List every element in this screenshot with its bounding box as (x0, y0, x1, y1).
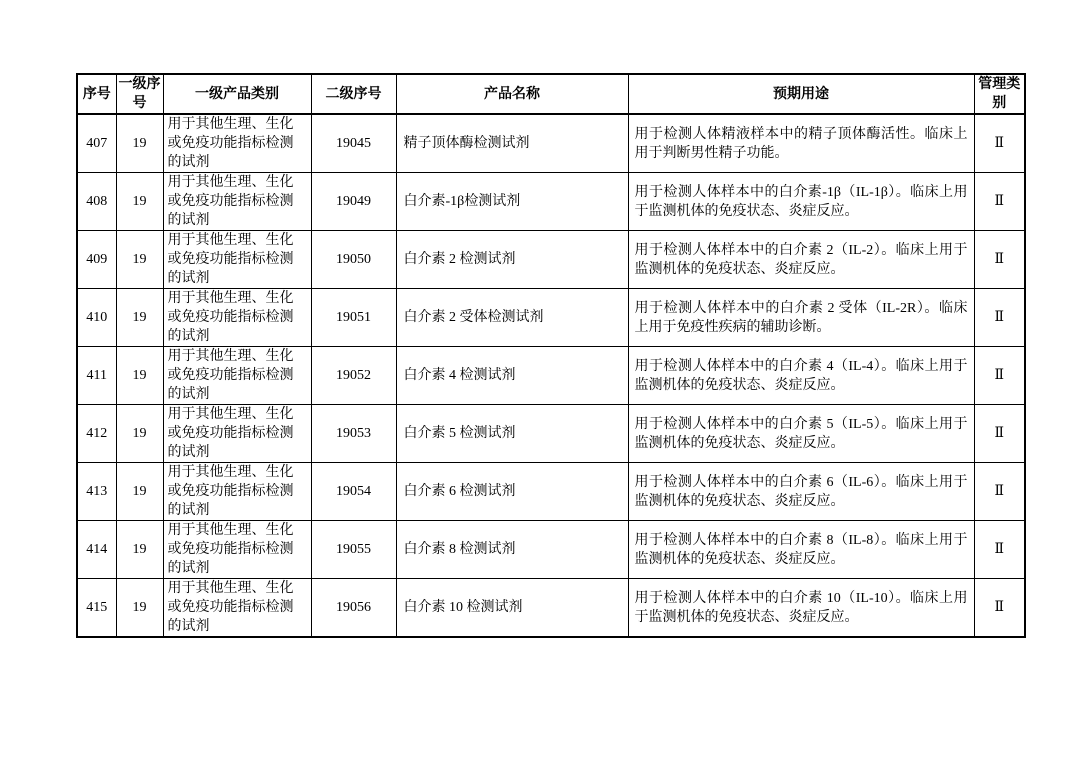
header-level1-seq: 一级序号 (116, 74, 163, 114)
table-row (77, 289, 1025, 347)
cell-intended-use: 用于检测人体样本中的白介素-1β（IL-1β）。临床上用于监测机体的免疫状态、炎症反应。 (628, 173, 974, 231)
table-row (77, 579, 1025, 638)
cell-intended-use: 用于检测人体样本中的白介素 2 受体（IL-2R）。临床上用于免疫性疾病的辅助诊断。 (628, 289, 974, 347)
cell-seq: 409 (77, 231, 116, 289)
product-catalog-table (76, 73, 1026, 638)
table-row (77, 463, 1025, 521)
cell-category: 用于其他生理、生化或免疫功能指标检测的试剂 (163, 521, 311, 579)
cell-product-name: 白介素 6 检测试剂 (396, 463, 628, 521)
cell-seq: 412 (77, 405, 116, 463)
cell-management-class: Ⅱ (974, 114, 1025, 173)
cell-management-class: Ⅱ (974, 289, 1025, 347)
cell-seq: 408 (77, 173, 116, 231)
table-row (77, 173, 1025, 231)
cell-category: 用于其他生理、生化或免疫功能指标检测的试剂 (163, 347, 311, 405)
cell-management-class: Ⅱ (974, 579, 1025, 638)
header-intended-use: 预期用途 (628, 74, 974, 114)
cell-category: 用于其他生理、生化或免疫功能指标检测的试剂 (163, 173, 311, 231)
cell-category: 用于其他生理、生化或免疫功能指标检测的试剂 (163, 231, 311, 289)
cell-level1-seq: 19 (116, 173, 163, 231)
cell-intended-use: 用于检测人体样本中的白介素 5（IL-5）。临床上用于监测机体的免疫状态、炎症反应。 (628, 405, 974, 463)
cell-intended-use: 用于检测人体样本中的白介素 4（IL-4）。临床上用于监测机体的免疫状态、炎症反应。 (628, 347, 974, 405)
cell-level1-seq: 19 (116, 289, 163, 347)
cell-category: 用于其他生理、生化或免疫功能指标检测的试剂 (163, 579, 311, 638)
cell-product-name: 白介素-1β检测试剂 (396, 173, 628, 231)
cell-level2-seq: 19053 (311, 405, 396, 463)
cell-category: 用于其他生理、生化或免疫功能指标检测的试剂 (163, 114, 311, 173)
cell-seq: 413 (77, 463, 116, 521)
table-row (77, 405, 1025, 463)
cell-level1-seq: 19 (116, 521, 163, 579)
table-header (77, 74, 1025, 114)
cell-intended-use: 用于检测人体样本中的白介素 10（IL-10）。临床上用于监测机体的免疫状态、炎症反应。 (628, 579, 974, 638)
cell-level2-seq: 19050 (311, 231, 396, 289)
cell-management-class: Ⅱ (974, 347, 1025, 405)
cell-level2-seq: 19049 (311, 173, 396, 231)
cell-management-class: Ⅱ (974, 521, 1025, 579)
cell-level2-seq: 19045 (311, 114, 396, 173)
cell-level1-seq: 19 (116, 405, 163, 463)
cell-intended-use: 用于检测人体样本中的白介素 8（IL-8）。临床上用于监测机体的免疫状态、炎症反应。 (628, 521, 974, 579)
cell-product-name: 白介素 5 检测试剂 (396, 405, 628, 463)
cell-level1-seq: 19 (116, 114, 163, 173)
cell-level2-seq: 19051 (311, 289, 396, 347)
cell-management-class: Ⅱ (974, 231, 1025, 289)
cell-product-name: 白介素 10 检测试剂 (396, 579, 628, 638)
cell-level2-seq: 19052 (311, 347, 396, 405)
header-management-class: 管理类别 (974, 74, 1025, 114)
cell-intended-use: 用于检测人体样本中的白介素 6（IL-6）。临床上用于监测机体的免疫状态、炎症反应。 (628, 463, 974, 521)
cell-seq: 415 (77, 579, 116, 638)
cell-management-class: Ⅱ (974, 405, 1025, 463)
cell-level1-seq: 19 (116, 231, 163, 289)
header-level2-seq: 二级序号 (311, 74, 396, 114)
cell-management-class: Ⅱ (974, 463, 1025, 521)
table-header-row (77, 74, 1025, 114)
header-product-name: 产品名称 (396, 74, 628, 114)
cell-seq: 407 (77, 114, 116, 173)
table-row (77, 521, 1025, 579)
cell-product-name: 白介素 2 检测试剂 (396, 231, 628, 289)
cell-seq: 411 (77, 347, 116, 405)
cell-level2-seq: 19054 (311, 463, 396, 521)
cell-category: 用于其他生理、生化或免疫功能指标检测的试剂 (163, 289, 311, 347)
cell-product-name: 白介素 8 检测试剂 (396, 521, 628, 579)
header-category: 一级产品类别 (163, 74, 311, 114)
table-body (77, 114, 1025, 637)
cell-product-name: 白介素 2 受体检测试剂 (396, 289, 628, 347)
cell-category: 用于其他生理、生化或免疫功能指标检测的试剂 (163, 405, 311, 463)
cell-management-class: Ⅱ (974, 173, 1025, 231)
cell-intended-use: 用于检测人体精液样本中的精子顶体酶活性。临床上用于判断男性精子功能。 (628, 114, 974, 173)
table-row (77, 347, 1025, 405)
cell-level1-seq: 19 (116, 579, 163, 638)
table-row (77, 114, 1025, 173)
cell-product-name: 白介素 4 检测试剂 (396, 347, 628, 405)
cell-product-name: 精子顶体酶检测试剂 (396, 114, 628, 173)
cell-level1-seq: 19 (116, 347, 163, 405)
cell-seq: 410 (77, 289, 116, 347)
table-row (77, 231, 1025, 289)
cell-level1-seq: 19 (116, 463, 163, 521)
cell-level2-seq: 19056 (311, 579, 396, 638)
header-seq: 序号 (77, 74, 116, 114)
cell-seq: 414 (77, 521, 116, 579)
cell-category: 用于其他生理、生化或免疫功能指标检测的试剂 (163, 463, 311, 521)
cell-intended-use: 用于检测人体样本中的白介素 2（IL-2）。临床上用于监测机体的免疫状态、炎症反应。 (628, 231, 974, 289)
cell-level2-seq: 19055 (311, 521, 396, 579)
